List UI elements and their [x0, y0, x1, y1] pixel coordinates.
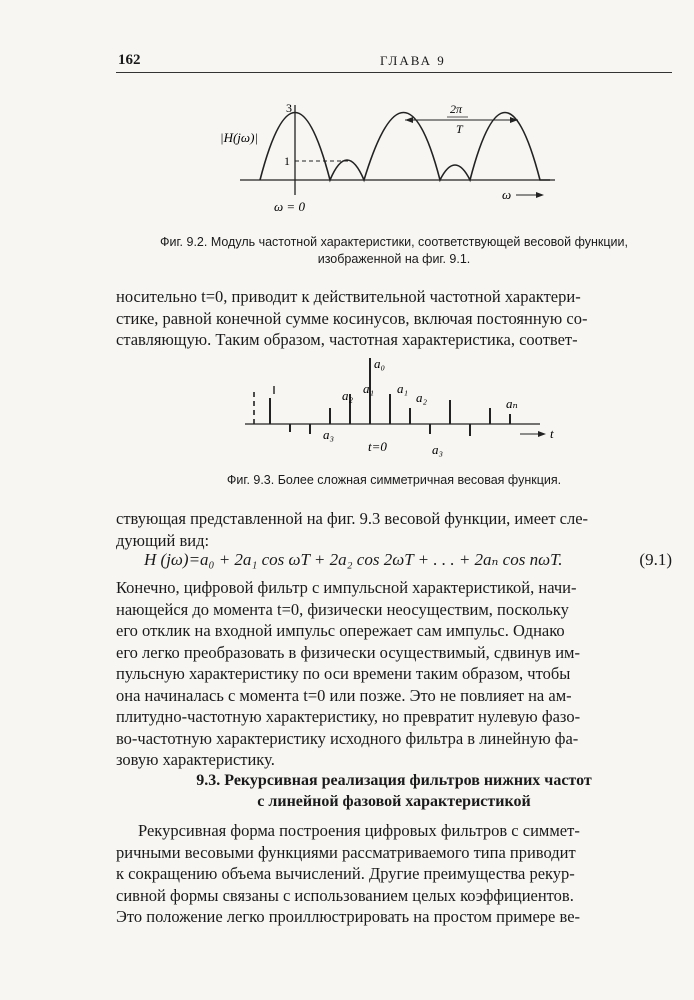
fig93-label-a1-left: a₁: [363, 381, 375, 396]
para3-line: зовую характеристику.: [116, 750, 275, 769]
paragraph-2: [116, 508, 668, 551]
fig92-y-label: |H(jω)|: [220, 130, 258, 145]
fig93-label-a2-left: a₂: [342, 388, 354, 403]
para3-line: во-частотную характеристику исходного фильтра в линейную фа-: [116, 728, 579, 748]
fig92-axis-arrowhead: [536, 192, 544, 198]
fig92-caption-line2: изображенной на фиг. 9.1.: [317, 252, 471, 266]
paragraph-3: [116, 577, 668, 771]
figure-9-3: [240, 350, 570, 460]
fig92-period-num: 2π: [450, 102, 463, 116]
para1-line: стике, равной конечной сумме косинусов, включая постоянную со-: [116, 308, 588, 328]
para4-line: Это положение легко проиллюстрировать на простом примере ве-: [116, 907, 581, 926]
para1-line: ставляющую. Таким образом, частотная характеристика, соответ-: [116, 330, 578, 349]
paragraph-4: [116, 820, 668, 928]
equation-body: H (jω)=a₀ + 2a₁ cos ωT + 2a₂ cos 2ωT + . . . + 2aₙ cos nωT.: [144, 550, 563, 569]
para3-line: его легко преобразовать в физически осуществимый, сдвинув им-: [116, 642, 580, 662]
para3-line: его отклик на входной импульс опережает сам импульс. Однако: [116, 621, 565, 640]
para3-line: плитудно-частотную характеристику, но превратит нулевую фазо-: [116, 707, 581, 726]
para3-line: она начиналась с момента t=0 или позже. Это не повлияет на ам-: [116, 685, 572, 705]
para4-first-line-text: Рекурсивная форма построения цифровых фильтров с симмет-: [138, 821, 580, 840]
figure-9-3-caption: Фиг. 9.3. Более сложная симметричная весовая функция.: [226, 473, 562, 487]
figure-9-2: [200, 95, 580, 220]
fig92-axis-label: ω: [502, 187, 512, 202]
para1-line: носительно t=0, приводит к действительной частотной характери-: [116, 287, 581, 306]
fig93-label-a2-right: a₂: [416, 390, 428, 405]
fig93-label-a3-left: a₃: [323, 427, 335, 442]
fig93-label-origin: t=0: [368, 439, 387, 454]
figure-9-2-caption: [118, 234, 670, 268]
section-title-line1: 9.3. Рекурсивная реализация фильтров нижних частот: [196, 772, 592, 789]
fig93-label-a1-right: a₁: [397, 381, 409, 396]
section-heading: [116, 770, 672, 812]
fig92-caption-line1: Фиг. 9.2. Модуль частотной характеристики, соответствующей весовой функции,: [160, 235, 628, 249]
page-number: 162: [118, 52, 141, 68]
para3-line: нающейся до момента t=0, физически неосуществим, поскольку: [116, 599, 569, 619]
para4-line: сивной формы связаны с использованием целых коэффициентов.: [116, 885, 574, 905]
section-title-line2: с линейной фазовой характеристикой: [257, 793, 531, 810]
fig92-curve: [260, 113, 550, 181]
fig92-origin-label: ω = 0: [274, 199, 305, 214]
para2-line: дующий вид:: [116, 530, 210, 550]
para4-line: к сокращению объема вычислений. Другие преимущества рекур-: [116, 864, 575, 883]
running-head: ГЛАВА 9: [380, 53, 446, 68]
para2-line: ствующая представленной на фиг. 9.3 весовой функции, имеет сле-: [116, 509, 589, 528]
equation-number: (9.1): [639, 550, 672, 569]
para4-line: ричными весовыми функциями рассматриваемого типа приводит: [116, 842, 576, 862]
header-rule: [116, 72, 672, 73]
fig92-arrowhead-left: [405, 117, 413, 123]
para3-line: Конечно, цифровой фильтр с импульсной характеристикой, начи-: [116, 578, 577, 597]
para4-line: [116, 820, 668, 842]
fig92-tick-3: 3: [286, 101, 292, 115]
fig93-label-a3-right: a₃: [432, 442, 444, 457]
fig93-label-axis: t: [550, 426, 554, 441]
para3-line: пульсную характеристику по оси времени таким образом, чтобы: [116, 664, 571, 683]
fig92-period-den: T: [456, 122, 463, 136]
paragraph-1: [116, 286, 668, 351]
fig92-tick-1: 1: [284, 154, 290, 168]
fig93-label-an: aₙ: [506, 396, 518, 411]
fig93-label-a0: a₀: [374, 356, 386, 371]
